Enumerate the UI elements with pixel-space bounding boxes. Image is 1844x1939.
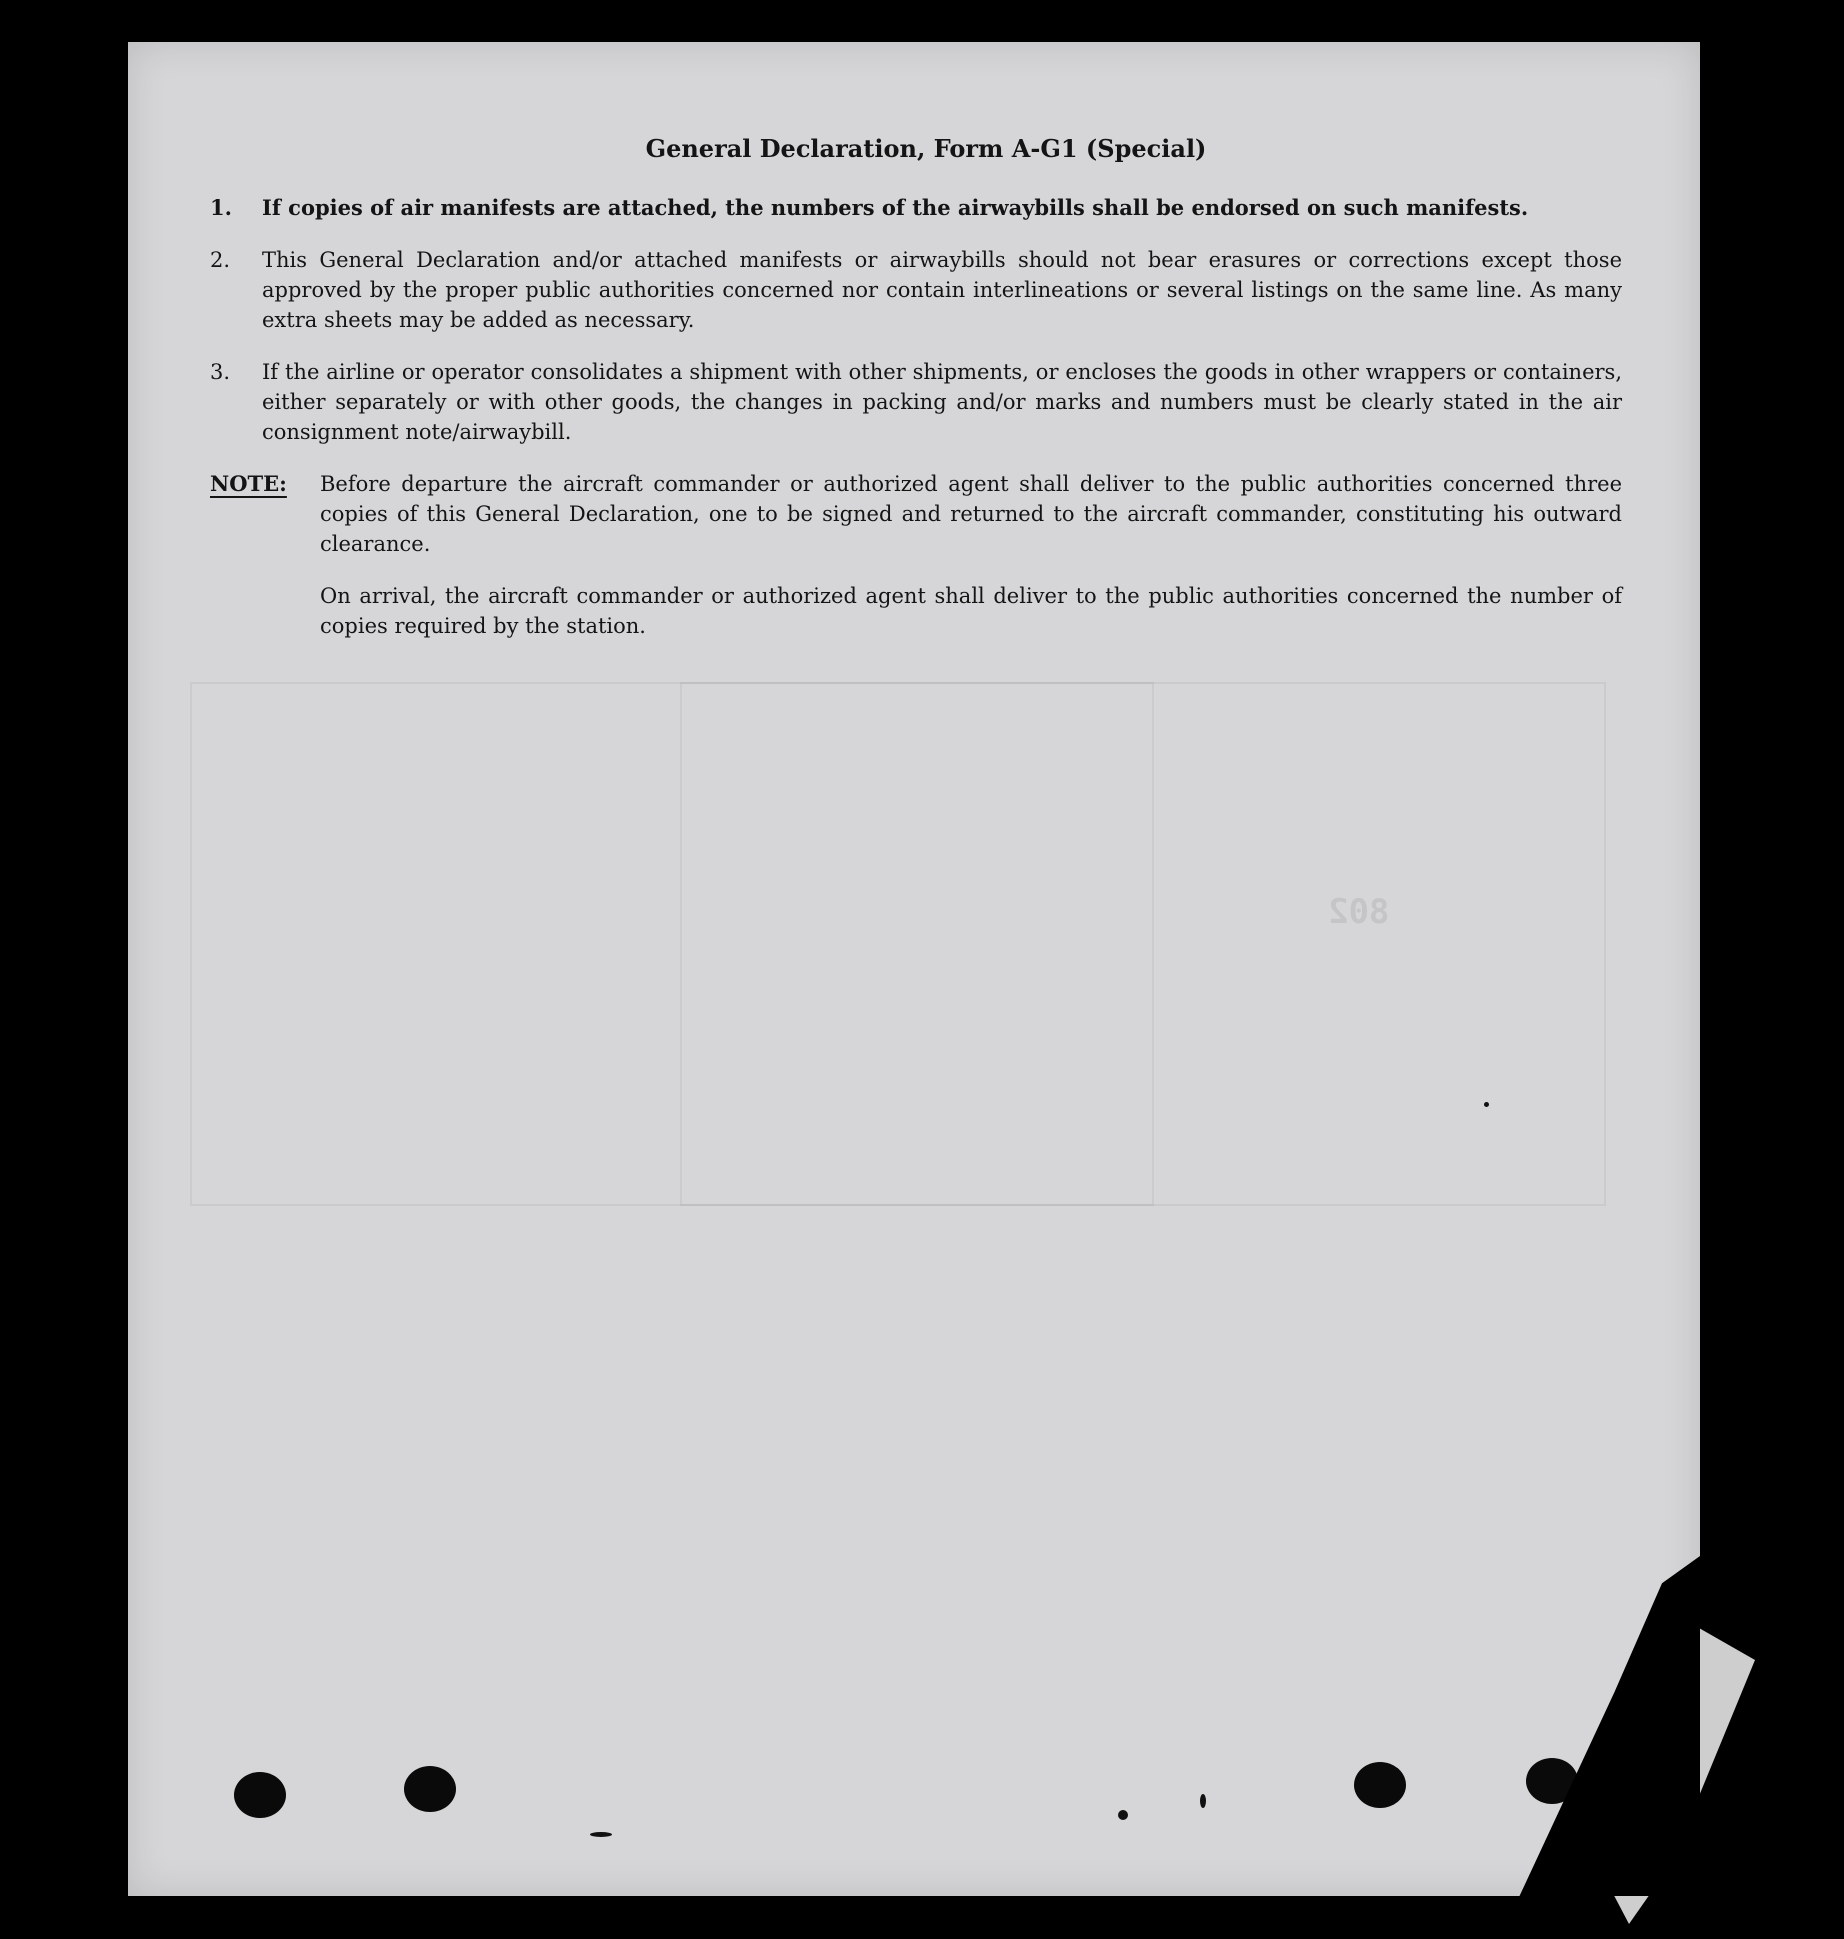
- note-paragraph: Before departure the aircraft commander or authorized agent shall deliver to the public authorities concerned three copies of this General Declaration, one to be signed and returned to the aircraft commander, constituting his outward clearance.: [320, 472, 1622, 556]
- paper-sheet: [128, 42, 1700, 1896]
- speck: [1118, 1810, 1128, 1820]
- item-number: 1.: [210, 195, 232, 220]
- item-number: 2.: [210, 248, 231, 272]
- bleed-through-divider: [680, 682, 1154, 1206]
- instruction-item: [210, 245, 1622, 335]
- punch-hole: [404, 1766, 456, 1812]
- item-text: If copies of air manifests are attached, the numbers of the airwaybills shall be endorsed on such manifests.: [262, 195, 1529, 220]
- instruction-item: [210, 193, 1622, 223]
- punch-hole: [1354, 1762, 1406, 1808]
- speck: [590, 1832, 612, 1837]
- instruction-item: [210, 357, 1622, 447]
- item-text: This General Declaration and/or attached manifests or airwaybills should not bear erasures or corrections except those approved by the proper public authorities concerned nor contain interlineations or several listings on the same line. As many extra sheets may be added as necessary.: [262, 248, 1622, 332]
- item-number: 3.: [210, 360, 231, 384]
- speck: [1200, 1794, 1206, 1808]
- note-block: [210, 469, 1622, 559]
- punch-hole: [234, 1772, 286, 1818]
- page-title: General Declaration, Form A-G1 (Special): [645, 134, 1207, 163]
- note-paragraph: On arrival, the aircraft commander or authorized agent shall deliver to the public authorities concerned the number of copies required by the station.: [320, 584, 1622, 638]
- bleed-through-stamp: 802: [1328, 892, 1390, 932]
- note-label: NOTE:: [210, 471, 287, 496]
- item-text: If the airline or operator consolidates a shipment with other shipments, or encloses the goods in other wrappers or containers, either separately or with other goods, the changes in packing and/or marks and numbers must be clearly stated in the air consignment note/airwaybill.: [262, 360, 1622, 444]
- declaration-instructions: [210, 134, 1622, 663]
- speck: [1484, 1102, 1489, 1107]
- torn-corner: [1510, 1556, 1700, 1896]
- note-block-continued: [210, 581, 1622, 641]
